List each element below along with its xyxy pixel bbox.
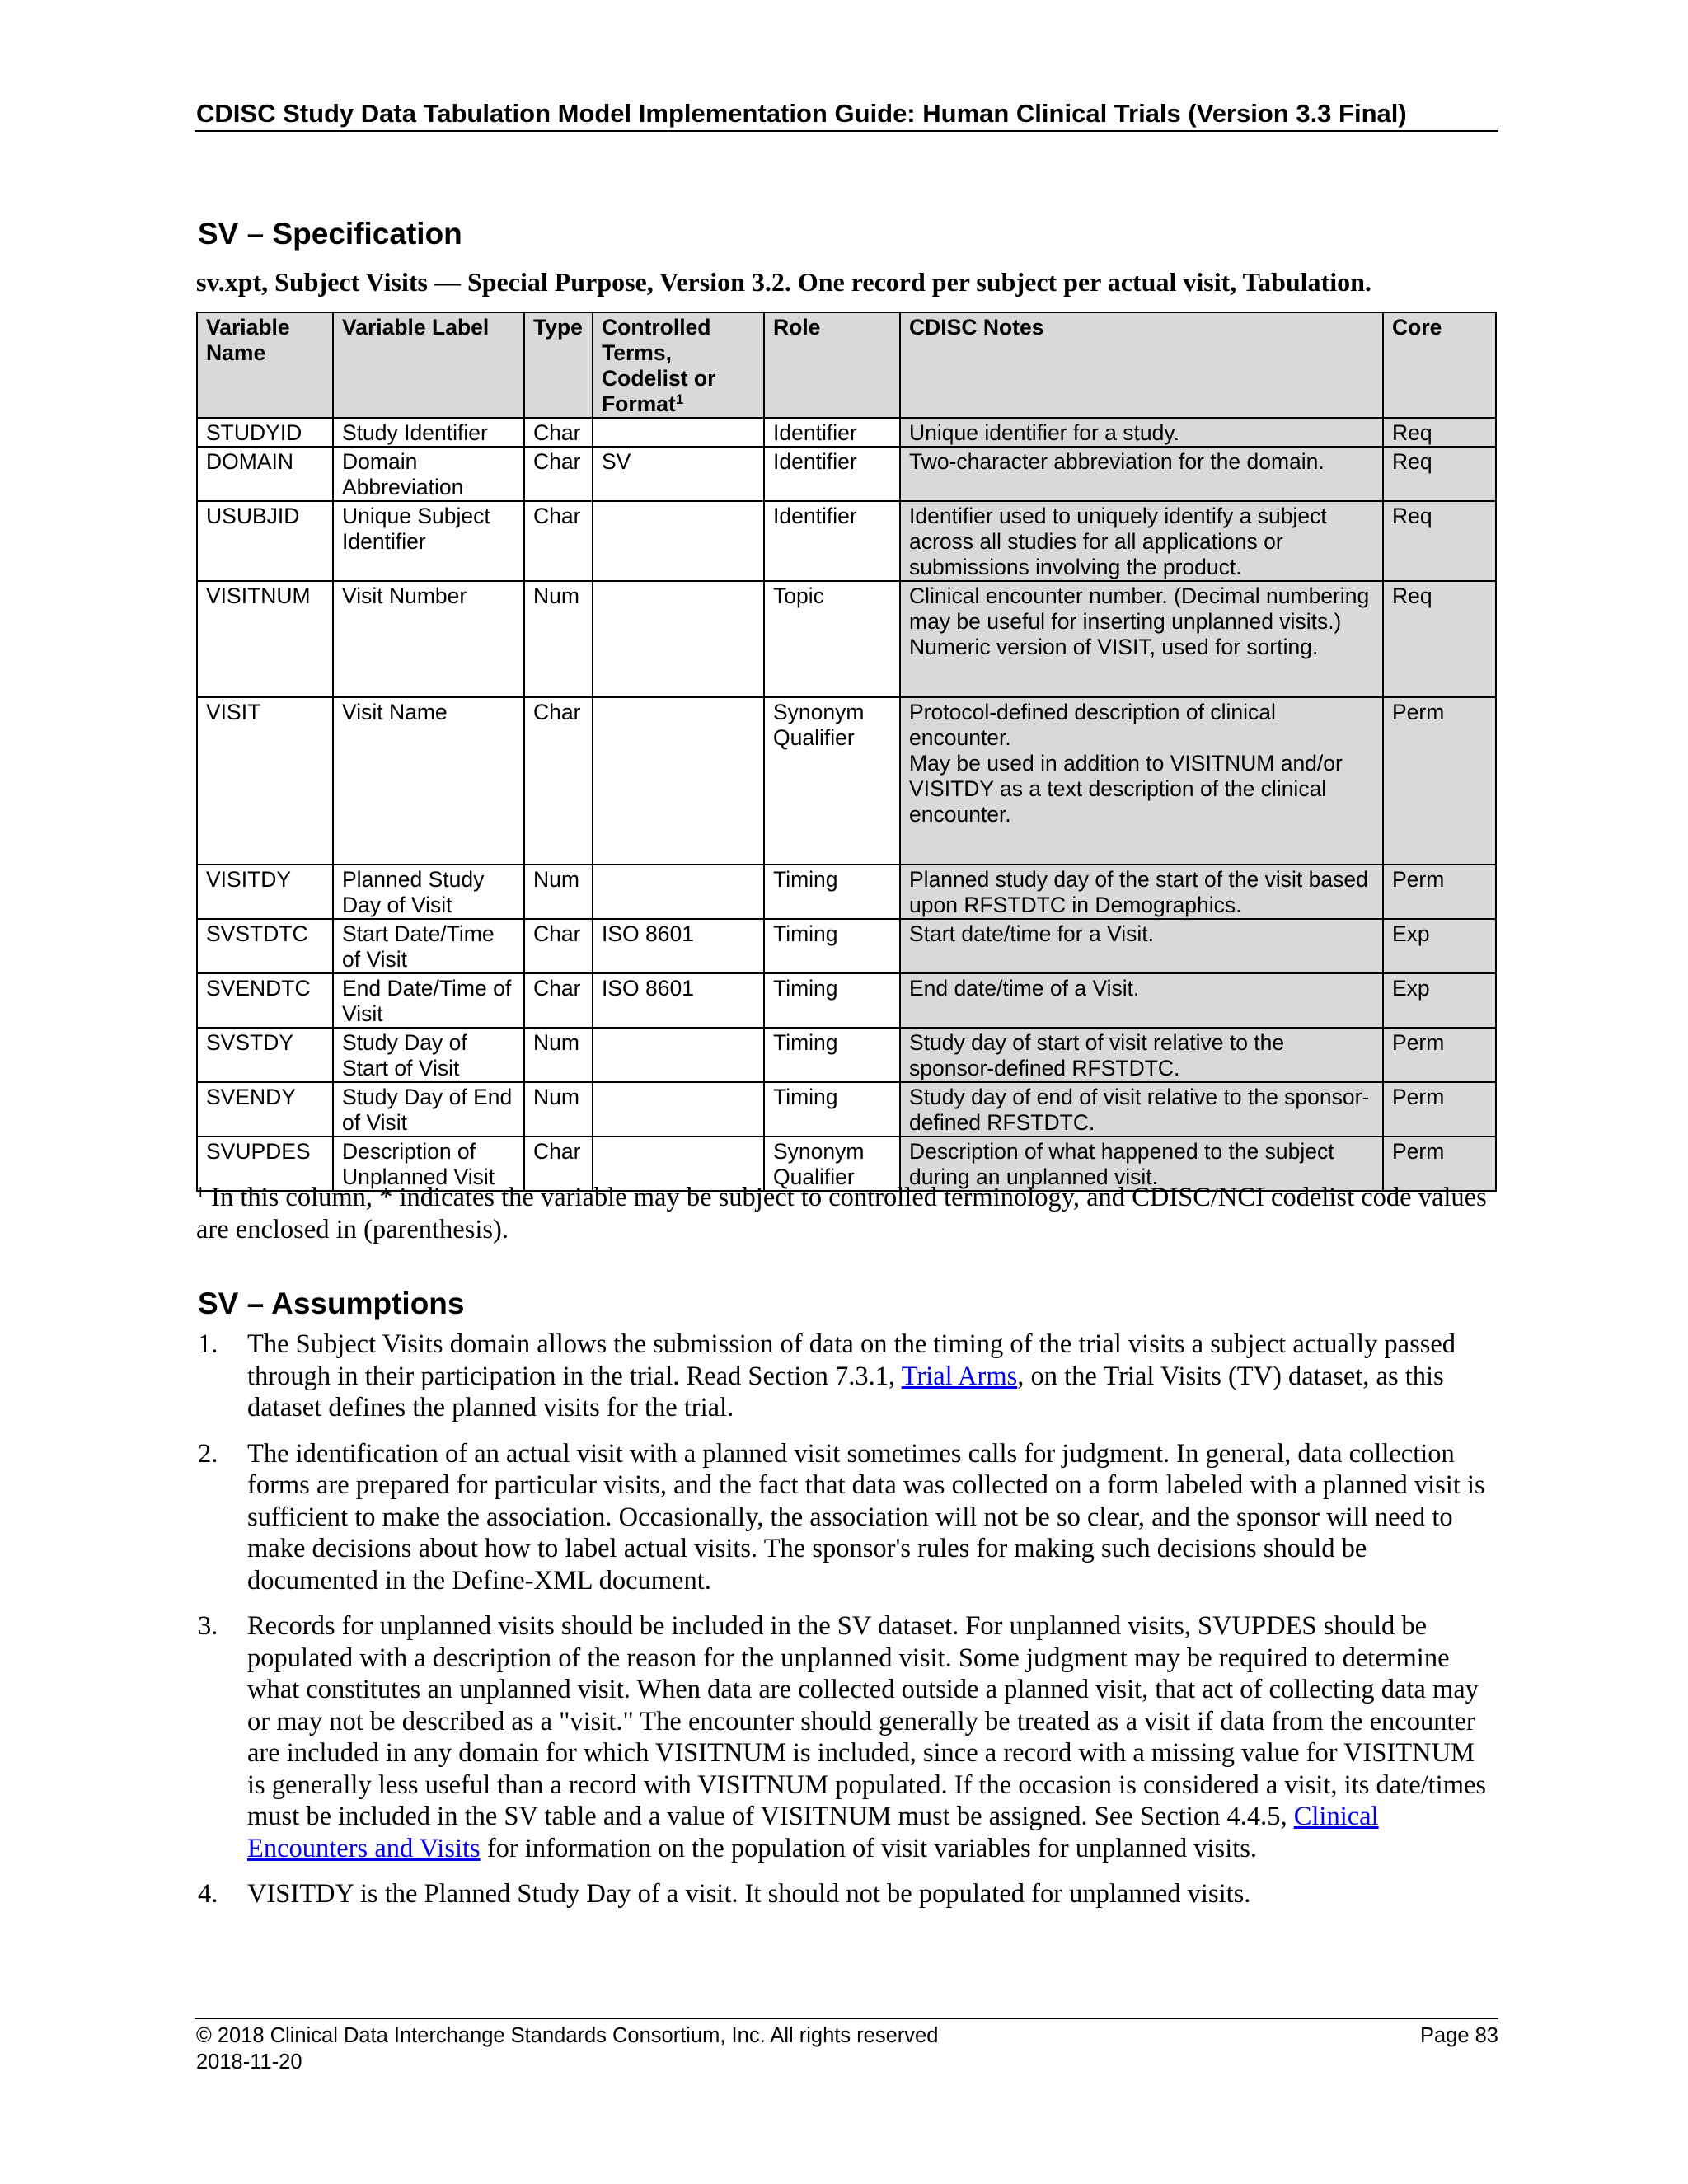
variable-name-cell: DOMAIN xyxy=(197,447,333,501)
core-cell: Perm xyxy=(1383,1028,1496,1082)
footnote-text: In this column, * indicates the variable may be subject to controlled terminology, and CDISC/NCI codelist code values are enclosed in (parenthesis). xyxy=(196,1183,1487,1244)
assumption-text-continued: , on the Trial Visits (TV) dataset, as this dataset defines the planned visits for the trial. xyxy=(247,1361,1444,1422)
footnote-marker: 1 xyxy=(675,391,684,407)
footer-date: 2018-11-20 xyxy=(196,2050,302,2074)
table-row xyxy=(197,501,1496,581)
col-header-core: Core xyxy=(1383,312,1496,418)
core-cell: Perm xyxy=(1383,697,1496,865)
table-row xyxy=(197,447,1496,501)
role-cell: Timing xyxy=(764,973,900,1028)
controlled-terms-cell: SV xyxy=(593,447,764,501)
footer-copyright: © 2018 Clinical Data Interchange Standards Consortium, Inc. All rights reserved xyxy=(196,2024,939,2047)
running-header: CDISC Study Data Tabulation Model Implementation Guide: Human Clinical Trials (Version 3.3 Final) xyxy=(196,99,1407,128)
assumptions-list xyxy=(198,1329,1498,1924)
table-row xyxy=(197,581,1496,697)
cdisc-notes-cell: Study day of start of visit relative to the sponsor-defined RFSTDTC. xyxy=(900,1028,1383,1082)
variable-name-cell: SVENDY xyxy=(197,1082,333,1137)
assumption-number: 3. xyxy=(198,1611,218,1641)
variable-name-cell: VISITDY xyxy=(197,865,333,919)
table-row xyxy=(197,865,1496,919)
section-link[interactable]: Trial Arms xyxy=(901,1361,1018,1391)
variable-label-cell: Domain Abbreviation xyxy=(333,447,524,501)
cdisc-notes-cell: Two-character abbreviation for the domain. xyxy=(900,447,1383,501)
col-header-type: Type xyxy=(524,312,593,418)
controlled-terms-cell: ISO 8601 xyxy=(593,919,764,973)
table-row xyxy=(197,1082,1496,1137)
type-cell: Char xyxy=(524,501,593,581)
core-cell: Req xyxy=(1383,581,1496,697)
controlled-terms-cell xyxy=(593,865,764,919)
cdisc-notes-cell: Study day of end of visit relative to the sponsor-defined RFSTDTC. xyxy=(900,1082,1383,1137)
core-cell: Perm xyxy=(1383,1137,1496,1191)
variable-label-cell: End Date/Time of Visit xyxy=(333,973,524,1028)
core-cell: Req xyxy=(1383,447,1496,501)
role-cell: Timing xyxy=(764,1028,900,1082)
variable-name-cell: STUDYID xyxy=(197,418,333,447)
type-cell: Char xyxy=(524,973,593,1028)
assumption-text: Records for unplanned visits should be included in the SV dataset. For unplanned visits, SVUPDES should be populated with a description of the reason for the unplanned visit. Some judgment may be required to determine what constitutes an unplanned visit. When data are collected outside a planned visit, that act of collecting data may or may not be described as a "visit." The encounter should generally be treated as a visit if data from the encounter are included in any domain for which VISITNUM is included, since a record with a missing value for VISITNUM is generally less useful than a record with VISITNUM populated. If the occasion is considered a visit, its date/times must be included in the SV table and a value of VISITNUM must be assigned. See Section 4.4.5, xyxy=(247,1611,1487,1831)
role-cell: Identifier xyxy=(764,447,900,501)
variable-name-cell: SVSTDY xyxy=(197,1028,333,1082)
variable-name-cell: SVUPDES xyxy=(197,1137,333,1191)
footer-divider xyxy=(195,2018,1498,2019)
controlled-terms-cell: ISO 8601 xyxy=(593,973,764,1028)
cdisc-notes-cell: Planned study day of the start of the visit based upon RFSTDTC in Demographics. xyxy=(900,865,1383,919)
page-footer xyxy=(196,2022,1498,2075)
controlled-terms-cell xyxy=(593,1082,764,1137)
variable-label-cell: Study Day of End of Visit xyxy=(333,1082,524,1137)
table-footnote xyxy=(196,1182,1498,1246)
role-cell: Identifier xyxy=(764,501,900,581)
variable-name-cell: VISITNUM xyxy=(197,581,333,697)
type-cell: Char xyxy=(524,697,593,865)
type-cell: Num xyxy=(524,1028,593,1082)
table-row xyxy=(197,697,1496,865)
core-cell: Exp xyxy=(1383,973,1496,1028)
core-cell: Req xyxy=(1383,418,1496,447)
controlled-terms-cell xyxy=(593,1028,764,1082)
core-cell: Perm xyxy=(1383,1082,1496,1137)
col-header-variable-label: Variable Label xyxy=(333,312,524,418)
cdisc-notes-cell: End date/time of a Visit. xyxy=(900,973,1383,1028)
role-cell: Topic xyxy=(764,581,900,697)
variable-label-cell: Unique Subject Identifier xyxy=(333,501,524,581)
core-cell: Req xyxy=(1383,501,1496,581)
table-header-row xyxy=(197,312,1496,418)
controlled-terms-cell xyxy=(593,501,764,581)
type-cell: Char xyxy=(524,919,593,973)
controlled-terms-cell xyxy=(593,697,764,865)
assumption-text: The identification of an actual visit with a planned visit sometimes calls for judgment. In general, data collection forms are prepared for particular visits, and the fact that data was collected on a form labeled with a planned visit is sufficient to make the association. Occasionally, the association will not be so clear, and the sponsor will need to make decisions about how to label actual visits. The sponsor's rules for making such decisions should be documented in the Define-XML document. xyxy=(247,1438,1485,1596)
col-header-cdisc-notes: CDISC Notes xyxy=(900,312,1383,418)
core-cell: Exp xyxy=(1383,919,1496,973)
table-row xyxy=(197,418,1496,447)
cdisc-notes-cell: Unique identifier for a study. xyxy=(900,418,1383,447)
variable-label-cell: Planned Study Day of Visit xyxy=(333,865,524,919)
table-row xyxy=(197,919,1496,973)
variable-label-cell: Study Day of Start of Visit xyxy=(333,1028,524,1082)
col-header-controlled-terms xyxy=(593,312,764,418)
footnote-mark: 1 xyxy=(196,1183,204,1202)
type-cell: Num xyxy=(524,581,593,697)
footer-page-number: Page 83 xyxy=(1419,2024,1498,2047)
role-cell: Synonym Qualifier xyxy=(764,697,900,865)
variable-name-cell: SVENDTC xyxy=(197,973,333,1028)
table-body xyxy=(197,418,1496,1191)
assumption-text: VISITDY is the Planned Study Day of a visit. It should not be populated for unplanned visits. xyxy=(247,1879,1251,1909)
type-cell: Char xyxy=(524,1137,593,1191)
assumption-item xyxy=(198,1610,1498,1864)
cdisc-notes-cell: Protocol-defined description of clinical encounter. May be used in addition to VISITNUM and/or VISITDY as a text description of the clinical encounter. xyxy=(900,697,1383,865)
table-row xyxy=(197,973,1496,1028)
core-cell: Perm xyxy=(1383,865,1496,919)
type-cell: Char xyxy=(524,418,593,447)
assumption-text-continued: for information on the population of visit variables for unplanned visits. xyxy=(480,1833,1258,1863)
spec-table xyxy=(196,312,1497,1192)
variable-name-cell: USUBJID xyxy=(197,501,333,581)
assumption-item xyxy=(198,1329,1498,1424)
controlled-terms-cell xyxy=(593,418,764,447)
variable-name-cell: SVSTDTC xyxy=(197,919,333,973)
assumption-number: 4. xyxy=(198,1879,218,1909)
variable-name-cell: VISIT xyxy=(197,697,333,865)
variable-label-cell: Study Identifier xyxy=(333,418,524,447)
cdisc-notes-cell: Clinical encounter number. (Decimal numbering may be useful for inserting unplanned visits.) Numeric version of VISIT, used for sorting. xyxy=(900,581,1383,697)
type-cell: Num xyxy=(524,865,593,919)
type-cell: Num xyxy=(524,1082,593,1137)
cdisc-notes-cell: Description of what happened to the subject during an unplanned visit. xyxy=(900,1137,1383,1191)
cdisc-notes-cell: Start date/time for a Visit. xyxy=(900,919,1383,973)
controlled-terms-cell xyxy=(593,581,764,697)
cdisc-notes-cell: Identifier used to uniquely identify a subject across all studies for all applications or submissions involving the product. xyxy=(900,501,1383,581)
variable-label-cell: Description of Unplanned Visit xyxy=(333,1137,524,1191)
table-caption: sv.xpt, Subject Visits — Special Purpose, Version 3.2. One record per subject per actual visit, Tabulation. xyxy=(196,267,1372,297)
section-link[interactable]: Clinical Encounters and Visits xyxy=(247,1802,1379,1863)
role-cell: Timing xyxy=(764,1082,900,1137)
assumption-number: 2. xyxy=(198,1438,218,1469)
assumption-item xyxy=(198,1878,1498,1910)
type-cell: Char xyxy=(524,447,593,501)
col-header-variable-name: Variable Name xyxy=(197,312,333,418)
variable-label-cell: Start Date/Time of Visit xyxy=(333,919,524,973)
header-divider xyxy=(195,130,1498,132)
controlled-terms-label: Controlled Terms, Codelist or Format xyxy=(602,315,716,416)
assumptions-section-title: SV – Assumptions xyxy=(198,1286,465,1320)
table-row xyxy=(197,1028,1496,1082)
variable-label-cell: Visit Name xyxy=(333,697,524,865)
assumption-item xyxy=(198,1438,1498,1597)
assumption-text: The Subject Visits domain allows the submission of data on the timing of the trial visits a subject actually passed through in their participation in the trial. Read Section 7.3.1, xyxy=(247,1329,1456,1391)
spec-section-title: SV – Specification xyxy=(198,217,462,251)
role-cell: Timing xyxy=(764,919,900,973)
col-header-role: Role xyxy=(764,312,900,418)
assumption-number: 1. xyxy=(198,1329,218,1359)
role-cell: Synonym Qualifier xyxy=(764,1137,900,1191)
role-cell: Timing xyxy=(764,865,900,919)
variable-label-cell: Visit Number xyxy=(333,581,524,697)
role-cell: Identifier xyxy=(764,418,900,447)
